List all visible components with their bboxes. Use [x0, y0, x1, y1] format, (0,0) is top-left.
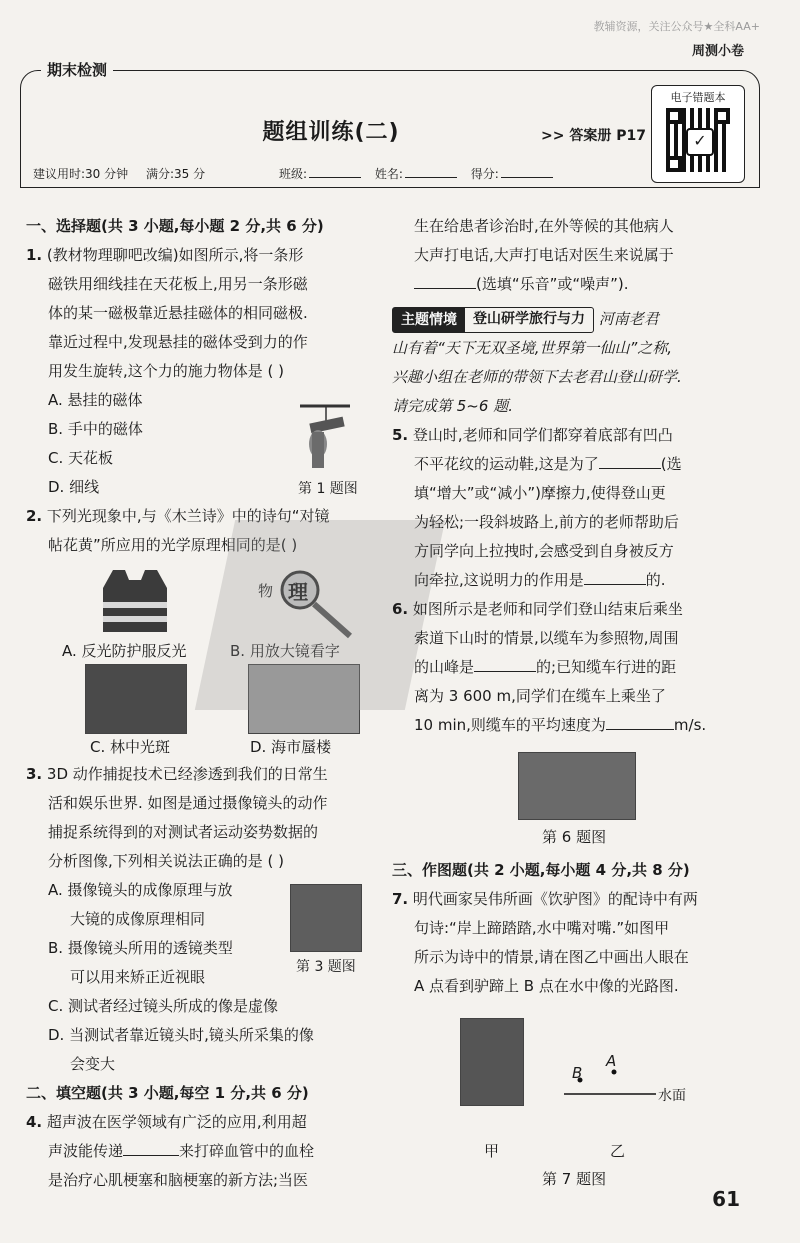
magnifier-word: 物	[258, 582, 274, 600]
q7-line: 7. 明代画家吴伟所画《饮驴图》的配诗中有两	[392, 890, 698, 908]
right-column	[392, 212, 764, 740]
top-note: 教辅资源，关注公众号★全科AA+	[593, 20, 760, 33]
q7-caption: 第 7 题图	[542, 1170, 607, 1188]
q4-line: 大声打电话,大声打电话对医生来说属于	[414, 246, 674, 264]
q4-line: 声波能传递 来打碎血管中的血栓	[26, 1137, 381, 1166]
q4-line: 4. 超声波在医学领域有广泛的应用,利用超	[26, 1113, 307, 1131]
water-surface-label: 水面	[658, 1088, 686, 1104]
q3-option-a[interactable]: A. 摄像镜头的成像原理与放	[48, 881, 233, 899]
section-fill: 二、填空题(共 3 小题,每空 1 分,共 6 分)	[26, 1084, 309, 1102]
q2-line: 帖花黄”所应用的光学原理相同的是( )	[48, 536, 298, 554]
check-icon: ✓	[686, 128, 714, 156]
score-blank[interactable]	[501, 177, 553, 178]
q5-line: 填“增大”或“减小”)摩擦力,使得登山更	[414, 484, 666, 502]
q2-option-b[interactable]: B. 用放大镜看字	[230, 642, 340, 660]
magnified-char: 理	[288, 580, 308, 604]
q1-option-b[interactable]: B. 手中的磁体	[48, 420, 143, 438]
series-label: 周测小卷	[691, 44, 744, 59]
point-b-label: B	[572, 1064, 583, 1082]
name-label: 姓名:	[374, 167, 403, 181]
q6-caption: 第 6 题图	[542, 828, 607, 846]
q3-option-b-cont: 可以用来矫正近视眼	[70, 968, 206, 986]
qr-label: 电子错题本	[670, 91, 726, 104]
q6-line: 离为 3 600 m,同学们在缆车上乘坐了	[414, 687, 666, 705]
q1-option-a[interactable]: A. 悬挂的磁体	[48, 391, 143, 409]
q4-blank-2[interactable]	[414, 270, 476, 289]
q5-line: 方同学向上拉拽时,会感受到自身被反方	[414, 542, 674, 560]
info-row	[33, 165, 563, 182]
left-column	[26, 212, 381, 560]
q4-line: 是治疗心肌梗塞和脑梗塞的新方法;当医	[48, 1171, 309, 1189]
q1-caption: 第 1 题图	[298, 481, 358, 497]
runners-image	[290, 884, 362, 952]
magnet-figure	[290, 402, 360, 474]
page-title: 题组训练(二)	[262, 120, 400, 145]
score-total-text: 满分:35 分	[145, 167, 206, 181]
q6-line: 6. 如图所示是老师和同学们登山结束后乘坐	[392, 600, 683, 618]
q6-blank-1[interactable]	[474, 653, 536, 672]
q4-blank-1[interactable]	[123, 1137, 179, 1156]
q5-line: 5. 登山时,老师和同学们都穿着底部有凹凸	[392, 426, 673, 444]
q3-line: 3. 3D 动作捕捉技术已经渗透到我们的日常生	[26, 765, 328, 783]
forest-image	[85, 664, 187, 734]
q4-line: 生在给患者诊治时,在外等候的其他病人	[414, 217, 674, 235]
header-box	[20, 61, 760, 188]
section-choice: 一、选择题(共 3 小题,每小题 2 分,共 6 分)	[26, 217, 324, 235]
q1-line: 1. (教材物理聊吧改编)如图所示,将一条形	[26, 246, 304, 264]
q2-option-c[interactable]: C. 林中光斑	[90, 738, 171, 756]
q6-blank-2[interactable]	[606, 711, 674, 730]
left-column-lower	[26, 760, 381, 1195]
point-a-label: A	[606, 1052, 617, 1070]
q4-line: (选填“乐音”或“噪声”).	[392, 270, 764, 299]
qr-box[interactable]	[651, 85, 745, 183]
q7-line: 句诗:“岸上蹄踏踏,水中嘴对嘴.”如图甲	[414, 919, 670, 937]
q2-line: 2. 下列光现象中,与《木兰诗》中的诗句“对镜	[26, 507, 330, 525]
q1-line: 磁铁用细线挂在天花板上,用另一条形磁	[48, 275, 308, 293]
q3-option-c[interactable]: C. 测试者经过镜头所成的像是虚像	[48, 997, 279, 1015]
answer-ref: >> 答案册 P17	[541, 128, 646, 144]
q6-line: 10 min,则缆车的平均速度为 m/s.	[392, 711, 764, 740]
theme-banner: 主题情境 登山研学旅行与力	[392, 307, 594, 333]
q3-option-a-cont: 大镜的成像原理相同	[70, 910, 206, 928]
q2-option-d[interactable]: D. 海市蜃楼	[250, 738, 332, 756]
q5-line: 不平花纹的运动鞋,这是为了 (选	[392, 450, 764, 479]
q3-line: 捕捉系统得到的对测试者运动姿势数据的	[48, 823, 319, 841]
q1-line: 用发生旋转,这个力的施力物体是 ( )	[48, 362, 285, 380]
q5-line: 为轻松;一段斜坡路上,前方的老师帮助后	[414, 513, 679, 531]
q3-line: 活和娱乐世界. 如图是通过摄像镜头的动作	[48, 794, 328, 812]
reflective-vest-image	[95, 568, 175, 634]
section-drawing: 三、作图题(共 2 小题,每小题 4 分,共 8 分)	[392, 861, 690, 879]
score-label: 得分:	[470, 167, 499, 181]
q6-line: 索道下山时的情景,以缆车为参照物,周围	[414, 629, 679, 647]
theme-line: 兴趣小组在老师的带领下去老君山登山研学.	[392, 368, 682, 386]
q5-blank-2[interactable]	[584, 566, 646, 585]
q6-line: 的山峰是 的;已知缆车行进的距	[392, 653, 764, 682]
page-number: 61	[712, 1187, 740, 1211]
q3-option-d-cont: 会变大	[70, 1055, 116, 1073]
section-label: 期末检测	[41, 59, 113, 80]
q5-line: 向牵拉,这说明力的作用是 的.	[392, 566, 764, 595]
q1-option-d[interactable]: D. 细线	[48, 478, 100, 496]
cable-car-image	[518, 752, 636, 820]
class-blank[interactable]	[309, 177, 361, 178]
donkey-painting-image	[460, 1018, 524, 1106]
time-text: 建议用时:30 分钟	[33, 167, 129, 181]
theme-line: 请完成第 5~6 题.	[392, 397, 513, 415]
q7-line: A 点看到驴蹄上 B 点在水中像的光路图.	[414, 977, 679, 995]
class-label: 班级:	[278, 167, 307, 181]
q3-line: 分析图像,下列相关说法正确的是 ( )	[48, 852, 285, 870]
q7-line: 所示为诗中的情景,请在图乙中画出人眼在	[414, 948, 689, 966]
theme-line: 山有着“天下无双圣境,世界第一仙山”之称,	[392, 339, 673, 357]
name-blank[interactable]	[405, 177, 457, 178]
qr-code-icon[interactable]	[666, 108, 730, 172]
q3-option-d[interactable]: D. 当测试者靠近镜头时,镜头所采集的像	[48, 1026, 314, 1044]
q5-blank-1[interactable]	[599, 450, 661, 469]
q3-option-b[interactable]: B. 摄像镜头所用的透镜类型	[48, 939, 233, 957]
q1-line: 体的某一磁极靠近悬挂磁体的相同磁极.	[48, 304, 308, 322]
figure-jia-label: 甲	[484, 1142, 500, 1160]
q1-option-c[interactable]: C. 天花板	[48, 449, 114, 467]
theme-line: 主题情境 登山研学旅行与力 河南老君	[392, 305, 764, 334]
q1-line: 靠近过程中,发现悬挂的磁体受到力的作	[48, 333, 308, 351]
right-column-lower	[392, 856, 764, 1001]
q3-caption: 第 3 题图	[296, 959, 356, 975]
figure-yi-label: 乙	[610, 1142, 626, 1160]
q2-option-a[interactable]: A. 反光防护服反光	[62, 642, 187, 660]
